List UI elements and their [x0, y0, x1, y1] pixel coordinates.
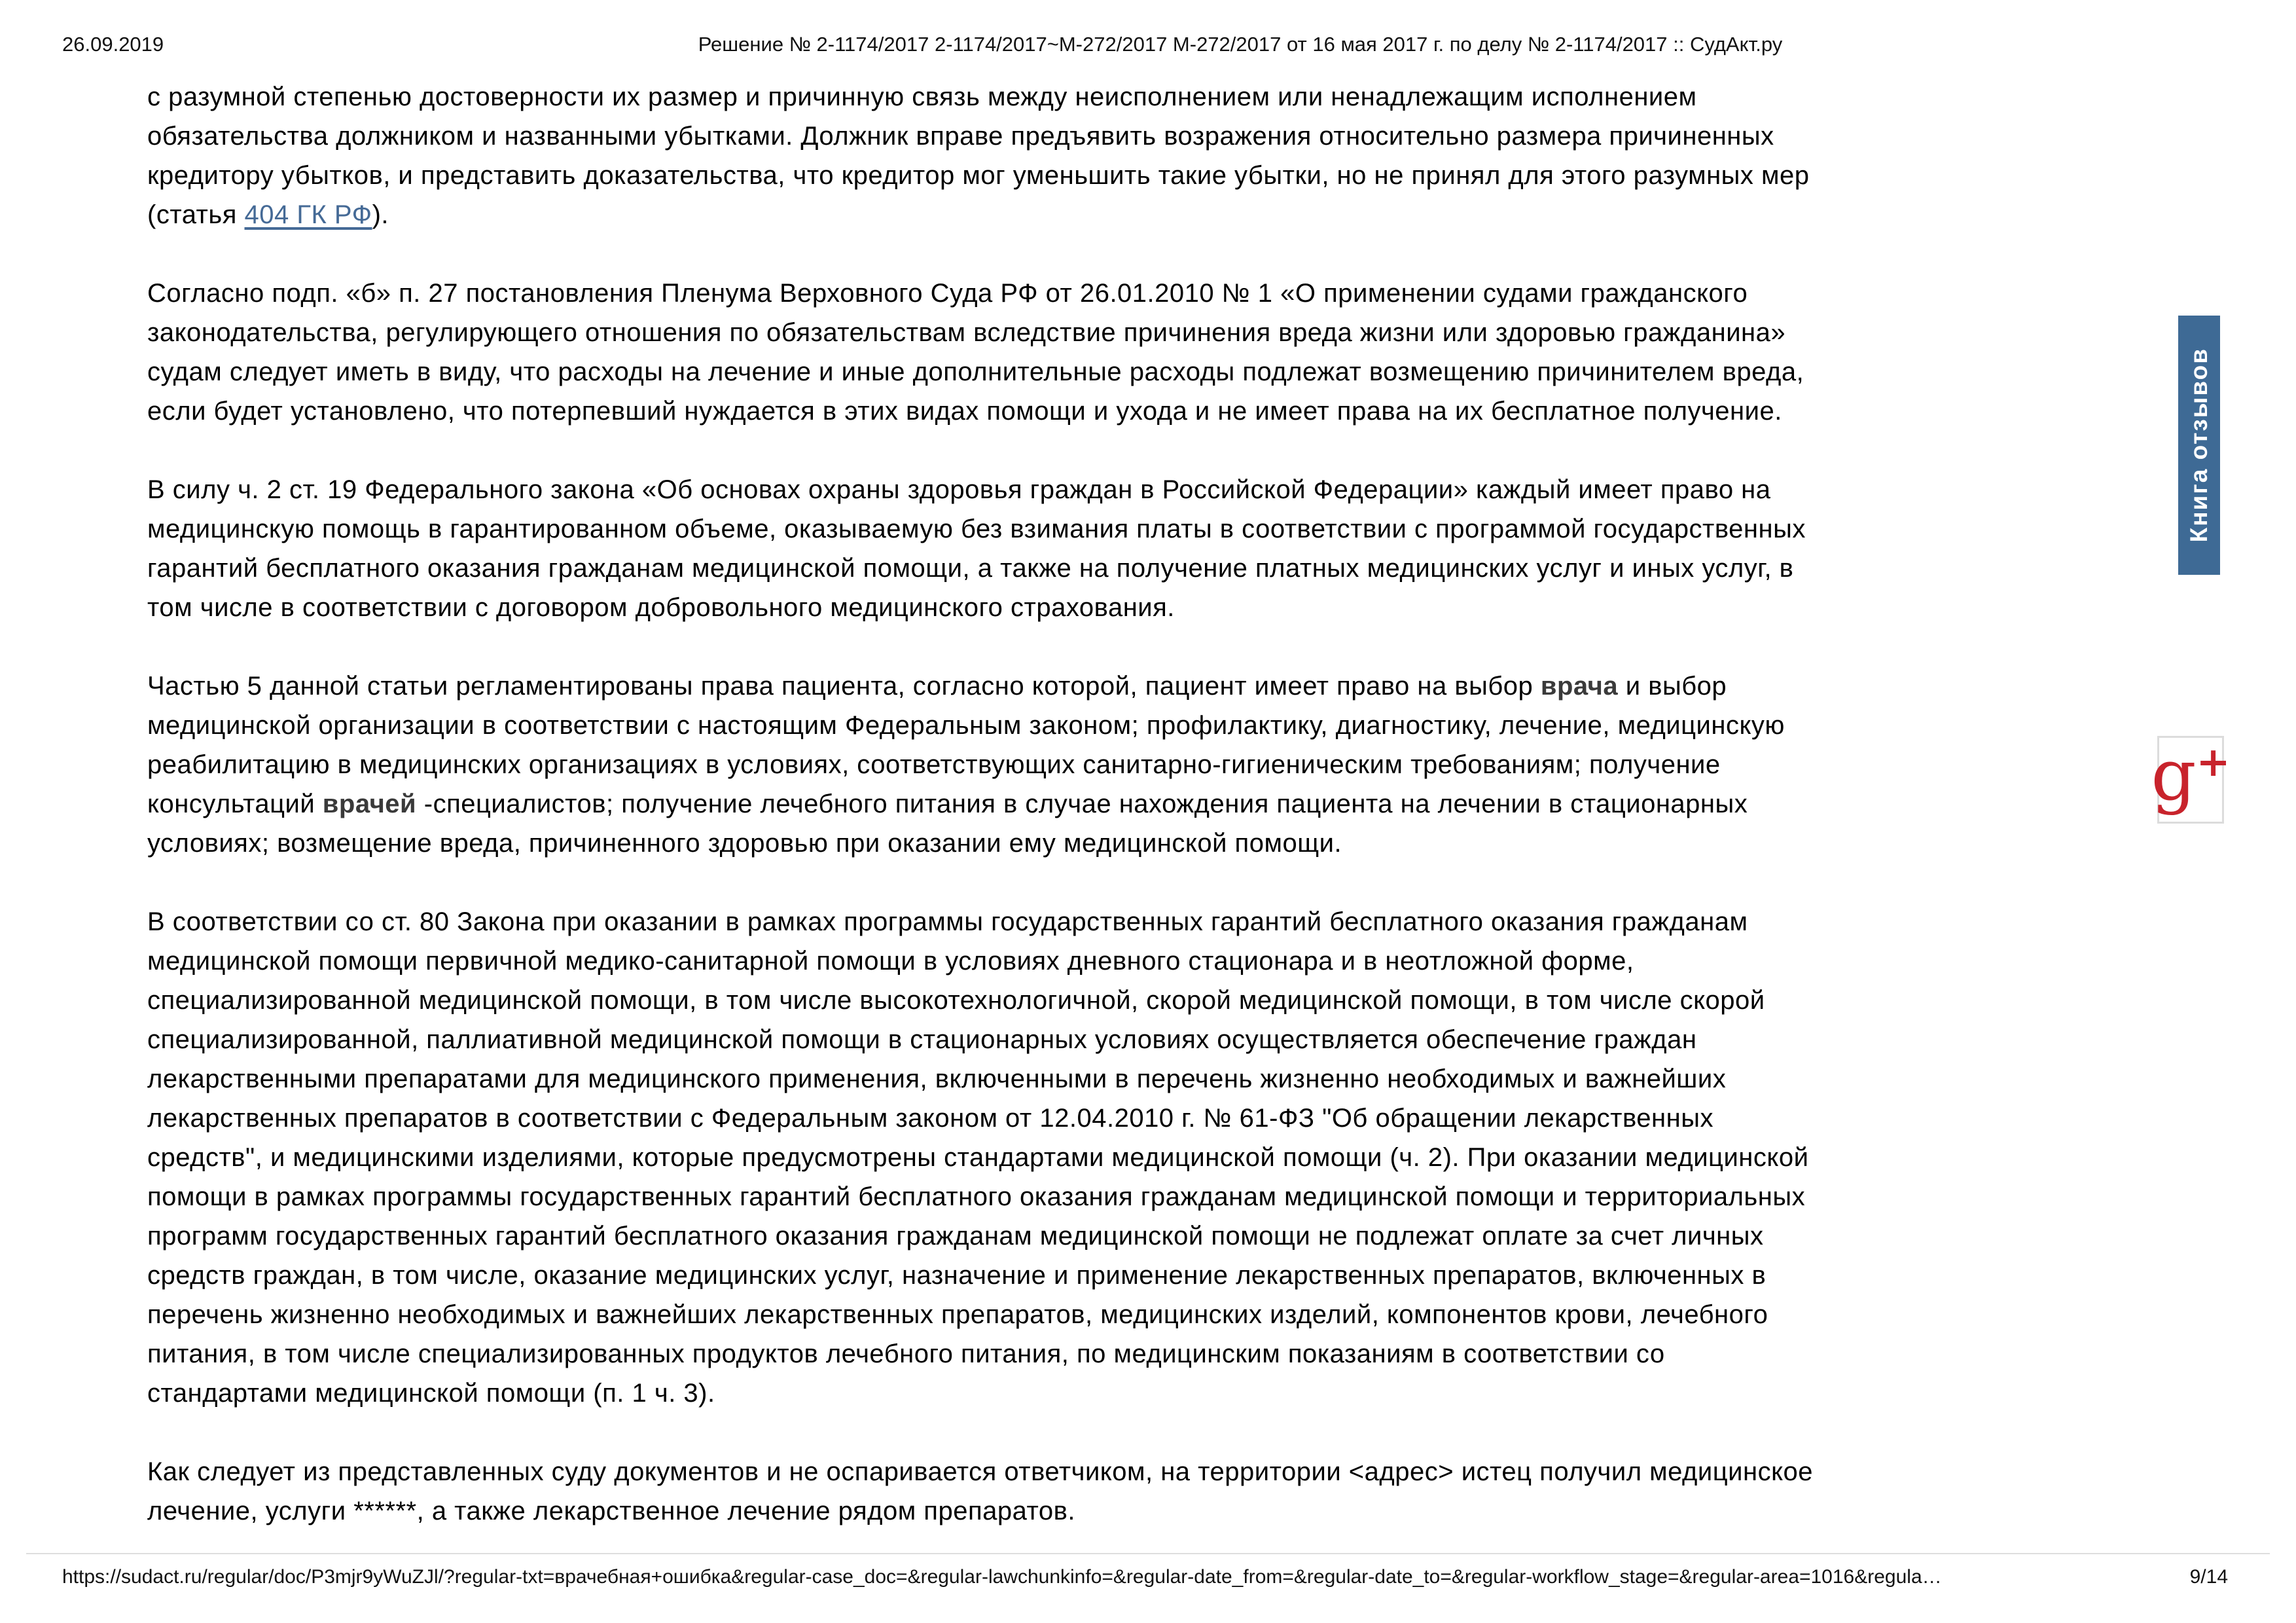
- document-body: [147, 77, 2072, 1570]
- text-line: гарантий бесплатного оказания гражданам медицинской помощи, а также на получение платных медицинских услуг и иных услуг, в: [147, 554, 1794, 583]
- footer-divider: [26, 1553, 2270, 1554]
- text-line: [147, 195, 2072, 234]
- paragraph: [147, 666, 2072, 863]
- text-line: перечень жизненно необходимых и важнейших лекарственных препаратов, медицинских изделий, компонентов крови, лечебного: [147, 1300, 1768, 1329]
- text-segment: -специалистов; получение лечебного питания в случае нахождения пациента на лечении в стационарных: [416, 790, 1748, 818]
- text-line: [147, 784, 2072, 824]
- header-title: Решение № 2-1174/2017 2-1174/2017~М-272/2017 М-272/2017 от 16 мая 2017 г. по делу № 2-1174/2017 :: СудАкт.ру: [698, 33, 1783, 56]
- feedback-banner-label: Книга отзывов: [2185, 348, 2212, 543]
- gplus-share-button[interactable]: [2151, 735, 2231, 824]
- text-line: если будет установлено, что потерпевший нуждается в этих видах помощи и ухода и не имеет права на их бесплатное получение.: [147, 397, 1782, 426]
- text-segment: (статья: [147, 200, 245, 229]
- text-line: лекарственными препаратами для медицинского применения, включенными в перечень жизненно необходимых и важнейших: [147, 1065, 1727, 1093]
- gplus-icon: g: [2151, 735, 2197, 816]
- text-line: том числе в соответствии с договором добровольного медицинского страхования.: [147, 593, 1175, 622]
- text-line: питания, в том числе специализированных продуктов лечебного питания, по медицинским показаниям в соответствии со: [147, 1340, 1665, 1368]
- paragraph: [147, 274, 2072, 431]
- text-line: помощи в рамках программы государственных гарантий бесплатного оказания гражданам медицинской помощи и территориальных: [147, 1182, 1806, 1211]
- law-article-link[interactable]: 404 ГК РФ: [244, 200, 372, 229]
- text-line: специализированной, паллиативной медицинской помощи в стационарных условиях осуществляется обеспечение граждан: [147, 1025, 1697, 1054]
- text-line: стандартами медицинской помощи (п. 1 ч. 3).: [147, 1379, 715, 1408]
- text-line: медицинской организации в соответствии с настоящим Федеральным законом; профилактику, диагностику, лечение, медицинскую: [147, 711, 1785, 740]
- footer-page-number: 9/14: [2189, 1566, 2228, 1588]
- text-line: [147, 666, 2072, 706]
- text-line: реабилитацию в медицинских организациях в условиях, соответствующих санитарно-гигиеническим требованиям; получение: [147, 750, 1721, 779]
- text-line: Как следует из представленных суду документов и не оспаривается ответчиком, на территории <адрес> истец получил медицинское: [147, 1457, 1814, 1486]
- paragraph: [147, 902, 2072, 1413]
- feedback-banner[interactable]: [2178, 316, 2220, 575]
- text-line: медицинской помощи первичной медико-санитарной помощи в условиях дневного стационара и в неотложной форме,: [147, 947, 1634, 976]
- text-line: с разумной степенью достоверности их размер и причинную связь между неисполнением или ненадлежащим исполнением: [147, 82, 1697, 111]
- text-line: специализированной медицинской помощи, в том числе высокотехнологичной, скорой медицинской помощи, в том числе скорой: [147, 986, 1765, 1015]
- paragraph: [147, 470, 2072, 627]
- header-date: 26.09.2019: [62, 33, 164, 56]
- text-segment: ).: [372, 200, 389, 229]
- text-line: лекарственных препаратов в соответствии с Федеральным законом от 12.04.2010 г. № 61-ФЗ "Об обращении лекарственных: [147, 1104, 1713, 1133]
- text-segment: и выбор: [1618, 672, 1727, 701]
- text-line: законодательства, регулирующего отношения по обязательствам вследствие причинения вреда жизни или здоровью гражданина»: [147, 318, 1786, 347]
- text-line: условиях; возмещение вреда, причиненного здоровью при оказании ему медицинской помощи.: [147, 829, 1342, 858]
- text-line: В соответствии со ст. 80 Закона при оказании в рамках программы государственных гарантий бесплатного оказания гражданам: [147, 907, 1748, 936]
- footer-url: https://sudact.ru/regular/doc/P3mjr9yWuZJl/?regular-txt=врачебная+ошибка&regular-case_doc=&regular-lawchunkinfo=&regular-date_from=&regular-date_to=&regular-workflow_stage=&regular-area=1016&regula…: [62, 1566, 1942, 1588]
- search-term-highlight: врача: [1540, 672, 1619, 701]
- text-line: обязательства должником и названными убытками. Должник вправе предъявить возражения относительно размера причиненных: [147, 122, 1774, 151]
- text-line: медицинскую помощь в гарантированном объеме, оказываемую без взимания платы в соответствии с программой государственных: [147, 515, 1806, 543]
- search-term-highlight: врачей: [322, 790, 417, 818]
- text-segment: консультаций: [147, 790, 323, 818]
- plus-icon: +: [2196, 738, 2231, 786]
- paragraph: [147, 1452, 2072, 1531]
- text-line: Согласно подп. «б» п. 27 постановления Пленума Верховного Суда РФ от 26.01.2010 № 1 «О применении судами гражданского: [147, 279, 1748, 308]
- text-line: В силу ч. 2 ст. 19 Федерального закона «Об основах охраны здоровья граждан в Российской Федерации» каждый имеет право на: [147, 475, 1771, 504]
- text-line: лечение, услуги ******, а также лекарственное лечение рядом препаратов.: [147, 1497, 1075, 1525]
- text-line: программ государственных гарантий бесплатного оказания гражданам медицинской помощи не подлежат оплате за счет личных: [147, 1222, 1764, 1250]
- text-line: средств граждан, в том числе, оказание медицинских услуг, назначение и применение лекарственных препаратов, включенных в: [147, 1261, 1767, 1290]
- text-line: судам следует иметь в виду, что расходы на лечение и иные дополнительные расходы подлежат возмещению причинителем вреда,: [147, 357, 1804, 386]
- text-segment: Частью 5 данной статьи регламентированы права пациента, согласно которой, пациент имеет право на выбор: [147, 672, 1541, 701]
- text-line: средств", и медицинскими изделиями, которые предусмотрены стандартами медицинской помощи (ч. 2). При оказании медицинской: [147, 1143, 1809, 1172]
- text-line: кредитору убытков, и представить доказательства, что кредитор мог уменьшить такие убытки, но не принял для этого разумных мер: [147, 161, 1810, 190]
- paragraph: [147, 77, 2072, 234]
